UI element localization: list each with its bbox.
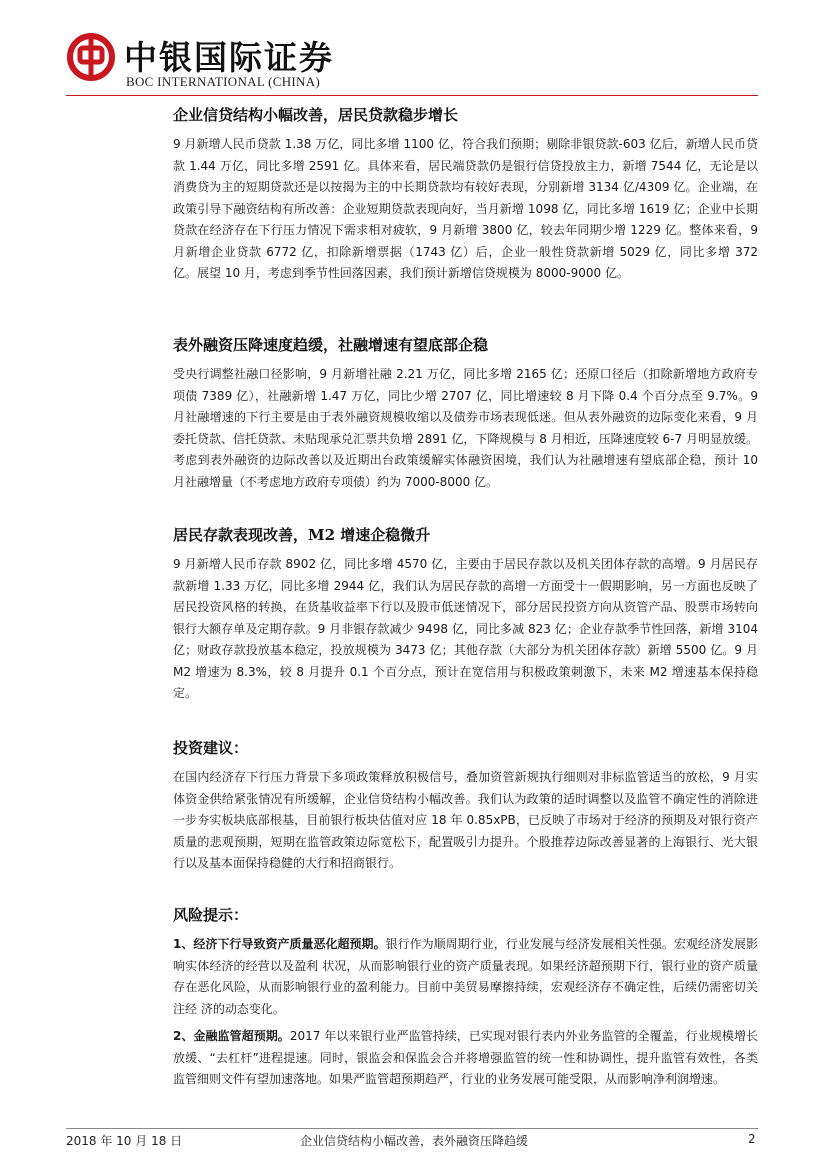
footer-title: 企业信贷结构小幅改善，表外融资压降趋缓 bbox=[300, 1134, 529, 1148]
page-number: 2 bbox=[748, 1132, 756, 1146]
page-header bbox=[66, 30, 766, 92]
section-deposits bbox=[173, 525, 758, 705]
risk-item bbox=[173, 1026, 758, 1091]
section-title: 风险提示： bbox=[173, 906, 249, 924]
footer-divider bbox=[66, 1128, 758, 1129]
footer-date: 2018 年 10 月 18 日 bbox=[66, 1134, 183, 1148]
paragraph: 在国内经济存下行压力背景下多项政策释放积极信号，叠加资管新规执行细则对非标监管适当的放松，9 月实体资金供给紧张情况有所缓解，企业信贷结构小幅改善。我们认为政策的适时调整以及监管不确定性的消除进一步夯实板块底部根基，目前银行板块估值对应 18 年 0.85xPB，已反映了市场对于经济的预期及对银行资产质量的悲观预期，短期在监管政策边际宽松下，配置吸引力提升。个股推荐边际改善显著的上海银行、光大银行以及基本面保持稳健的大行和招商银行。 bbox=[173, 770, 758, 870]
risk-item-text: 2017 年以来银行业严监管持续，已实现对银行表内外业务监管的全覆盖，行业规模增长放缓、“去杠杆”进程提速。同时，银监会和保监会合并将增强监管的统一性和协调性，提升监管有效性，各类监管细则文件有望加速落地。如果严监管超预期趋严，行业的业务发展可能受限，从而影响净利润增速。 bbox=[173, 1029, 759, 1086]
risk-item-lead: 2、金融监管超预期。 bbox=[173, 1029, 290, 1043]
section-title: 表外融资压降速度趋缓，社融增速有望底部企稳 bbox=[173, 336, 489, 354]
boc-logo-icon bbox=[66, 32, 116, 82]
risk-item-lead: 1、经济下行导致资产质量恶化超预期。 bbox=[173, 937, 386, 951]
section-title: 投资建议： bbox=[173, 739, 249, 757]
brand-name-cn: 中银国际证券 bbox=[124, 38, 334, 77]
section-title: 企业信贷结构小幅改善，居民贷款稳步增长 bbox=[173, 106, 459, 124]
section-risk-warning bbox=[173, 905, 758, 1091]
risk-item-text: 银行作为顺周期行业，行业发展与经济发展相关性强。宏观经济发展影响实体经济的经营以及盈利 状况，从而影响银行业的资产质量表现。如果经济超预期下行，银行业的资产质量存在恶化风险，从而影响银行业的盈利能力。目前中美贸易摩擦持续，宏观经济存不确定性，后续仍需密切关注经 济的动态变化。 bbox=[173, 937, 758, 1016]
paragraph: 受央行调整社融口径影响，9 月新增社融 2.21 万亿，同比多增 2165 亿；还原口径后（扣除新增地方政府专项债 7389 亿），社融新增 1.47 万亿，同比少增 2707 亿，同比增速较 8 月下降 0.4 个百分点至 9.7%。9 月社融增速的下行主要是由于表外融资规模收缩以及债券市场表现低迷。但从表外融资的边际变化来看，9 月委托贷款、信托贷款、未贴现承兑汇票共负增 2891 亿，下降规模与 8 月相近，压降速度较 6-7 月明显放缓。考虑到表外融资的边际改善以及近期出台政策缓解实体融资困境，我们认为社融增速有望底部企稳，预计 10 月社融增量（不考虑地方政府专项债）约为 7000-8000 亿。 bbox=[173, 367, 758, 489]
risk-item bbox=[173, 934, 758, 1020]
section-credit bbox=[173, 105, 758, 285]
section-title: 居民存款表现改善，M2 增速企稳微升 bbox=[173, 526, 431, 544]
section-investment-advice bbox=[173, 738, 758, 875]
brand-name-en: BOC INTERNATIONAL (CHINA) bbox=[126, 74, 321, 89]
section-social-financing bbox=[173, 335, 758, 493]
paragraph: 9 月新增人民币贷款 1.38 万亿，同比多增 1100 亿，符合我们预期；剔除非银贷款-603 亿后，新增人民币贷款 1.44 万亿，同比多增 2591 亿。具体来看，居民端贷款仍是银行信贷投放主力，新增 7544 亿，无论是以消费贷为主的短期贷款还是以按揭为主的中长期贷款均有较好表现，分别新增 3134 亿/4309 亿。企业端，在政策引导下融资结构有所改善：企业短期贷款表现向好，当月新增 1098 亿，同比多增 1619 亿；企业中长期贷款在经济存在下行压力情况下需求相对疲软，9 月新增 3800 亿，较去年同期少增 1229 亿。整体来看，9 月新增企业贷款 6772 亿，扣除新增票据（1743 亿）后，企业一般性贷款新增 5029 亿，同比多增 372 亿。展望 10 月，考虑到季节性回落因素，我们预计新增信贷规模为 8000-9000 亿。 bbox=[173, 137, 758, 280]
header-divider bbox=[66, 95, 758, 96]
paragraph: 9 月新增人民币存款 8902 亿，同比多增 4570 亿，主要由于居民存款以及机关团体存款的高增。9 月居民存款新增 1.33 万亿，同比多增 2944 亿，我们认为居民存款的高增一方面受十一假期影响，另一方面也反映了居民投资风格的转换，在货基收益率下行以及股市低迷情况下，部分居民投资方向从资管产品、股票市场转向银行大额存单及定期存款。9 月非银存款减少 9498 亿，同比多减 823 亿；企业存款季节性回落，新增 3104 亿；财政存款投放基本稳定，投放规模为 3473 亿；其他存款（大部分为机关团体存款）新增 5500 亿。9 月 M2 增速为 8.3%，较 8 月提升 0.1 个百分点，预计在宽信用与积极政策刺激下，未来 M2 增速基本保持稳定。 bbox=[173, 557, 758, 700]
